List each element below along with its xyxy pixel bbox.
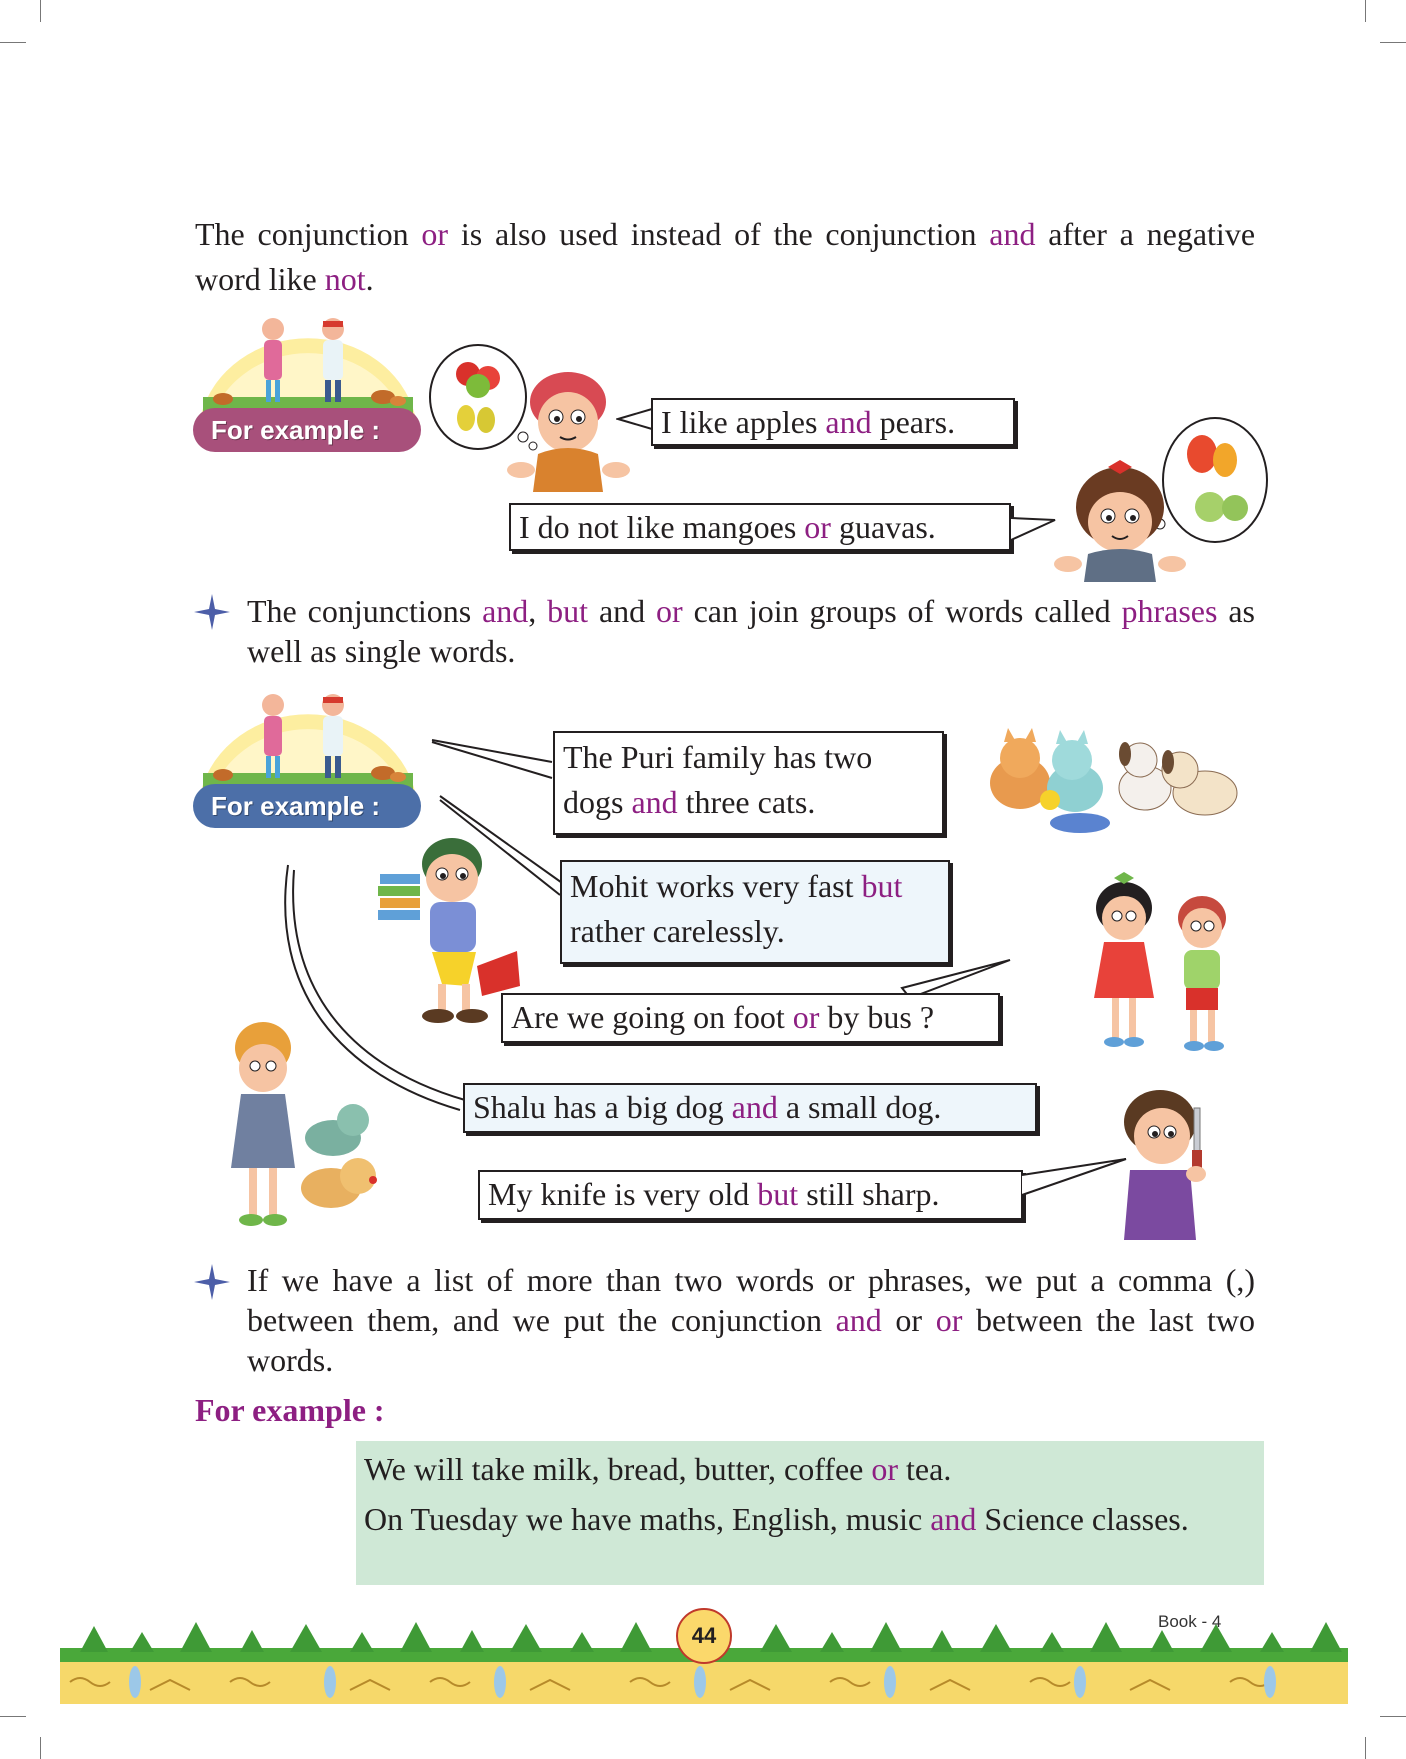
crop-mark xyxy=(1365,0,1366,22)
speech-bubble-puri-family xyxy=(553,731,944,835)
intro-paragraph xyxy=(195,212,1255,302)
keyword-conjunction: but xyxy=(547,593,589,629)
text-run: pears. xyxy=(871,404,956,440)
sparkle-bullet-icon xyxy=(194,1264,230,1300)
boy-with-knife-illustration xyxy=(1110,1080,1220,1240)
keyword-conjunction: or xyxy=(935,1302,963,1338)
example-sentences-box xyxy=(356,1441,1264,1585)
keyword-conjunction: and xyxy=(731,1089,778,1125)
text-run: by bus ? xyxy=(819,999,935,1035)
keyword-conjunction: and xyxy=(825,404,872,440)
keyword-conjunction: and xyxy=(930,1501,977,1537)
boy-carrying-books-illustration xyxy=(372,826,522,1026)
crop-mark xyxy=(1380,1716,1406,1717)
text-run: between the last two words. xyxy=(247,1302,1256,1378)
badge-label: For example : xyxy=(193,784,421,828)
text-run: Mohit works very fast xyxy=(570,868,862,904)
text-run: . xyxy=(365,261,374,297)
text-run: The conjunctions xyxy=(247,593,483,629)
keyword-conjunction: and xyxy=(631,784,678,820)
girl-with-dogs-illustration xyxy=(213,1018,388,1243)
text-run: and xyxy=(588,593,657,629)
text-run: The Puri family has two dogs xyxy=(563,739,873,820)
text-run: Science classes. xyxy=(976,1501,1189,1537)
keyword-conjunction: or xyxy=(804,509,831,545)
text-run: guavas. xyxy=(830,509,936,545)
keyword-conjunction: and xyxy=(989,216,1036,252)
keyword-conjunction: or xyxy=(421,216,449,252)
badge-label: For example : xyxy=(193,408,421,452)
crop-mark xyxy=(1380,42,1406,43)
keyword-conjunction: but xyxy=(861,868,903,904)
text-run: a small dog. xyxy=(777,1089,942,1125)
text-run: still sharp. xyxy=(798,1176,940,1212)
page-number: 44 xyxy=(676,1608,732,1664)
speech-bubble-foot-bus xyxy=(501,993,1000,1043)
example-sentence xyxy=(364,1447,1256,1492)
book-label: Book - 4 xyxy=(1158,1612,1222,1631)
speech-bubble-mangoes xyxy=(509,503,1011,551)
kids-illustration xyxy=(193,307,423,417)
keyword-conjunction: phrases xyxy=(1121,593,1218,629)
crop-mark xyxy=(40,1737,41,1759)
keyword-conjunction: or xyxy=(792,999,820,1035)
text-run: rather carelessly. xyxy=(570,913,785,949)
for-example-badge xyxy=(193,307,423,452)
keyword-conjunction: not xyxy=(324,261,366,297)
text-run: The conjunction xyxy=(195,216,422,252)
rule-phrases-paragraph xyxy=(247,591,1255,671)
speech-bubble-apples xyxy=(651,398,1015,446)
rule-list-paragraph xyxy=(247,1260,1255,1380)
text-run: after a negative word like xyxy=(195,216,1256,297)
bubble-tail xyxy=(616,405,656,435)
girl-and-boy-talking-illustration xyxy=(1074,868,1254,1058)
keyword-conjunction: and xyxy=(482,593,529,629)
text-run: If we have a list of more than two words or phrases, we put a comma (,) between them, and we put the conjunction xyxy=(247,1262,1255,1338)
text-run: We will take milk, bread, butter, coffee xyxy=(364,1451,872,1487)
text-run: is also used instead of the conjunction xyxy=(448,216,990,252)
boy-thinking-fruits-illustration xyxy=(428,342,638,492)
crop-mark xyxy=(1365,1737,1366,1759)
text-run: Are we going on foot xyxy=(511,999,793,1035)
text-run: three cats. xyxy=(677,784,816,820)
text-run: I do not like mangoes xyxy=(519,509,805,545)
speech-bubble-mohit xyxy=(560,860,950,964)
text-run: or xyxy=(881,1302,936,1338)
text-run: , xyxy=(528,593,548,629)
keyword-conjunction: or xyxy=(871,1451,899,1487)
text-run: My knife is very old xyxy=(488,1176,758,1212)
text-run: tea. xyxy=(898,1451,952,1487)
crop-mark xyxy=(0,42,26,43)
text-run: I like apples xyxy=(661,404,826,440)
sparkle-bullet-icon xyxy=(194,594,230,630)
keyword-conjunction: and xyxy=(835,1302,882,1338)
for-example-label: For example : xyxy=(195,1392,385,1428)
text-run: as well as single words. xyxy=(247,593,1255,669)
speech-bubble-knife xyxy=(478,1170,1023,1220)
girl-thinking-fruits-illustration xyxy=(1050,412,1280,582)
keyword-conjunction: but xyxy=(757,1176,799,1212)
example-sentence xyxy=(364,1498,1256,1540)
text-run: Shalu has a big dog xyxy=(473,1089,732,1125)
pets-cats-dogs-illustration xyxy=(980,718,1250,843)
crop-mark xyxy=(0,1716,26,1717)
text-run: can join groups of words called xyxy=(682,593,1122,629)
crop-mark xyxy=(40,0,41,22)
keyword-conjunction: or xyxy=(656,593,683,629)
text-run: On Tuesday we have maths, English, music xyxy=(364,1501,931,1537)
speech-bubble-shalu xyxy=(463,1083,1037,1133)
